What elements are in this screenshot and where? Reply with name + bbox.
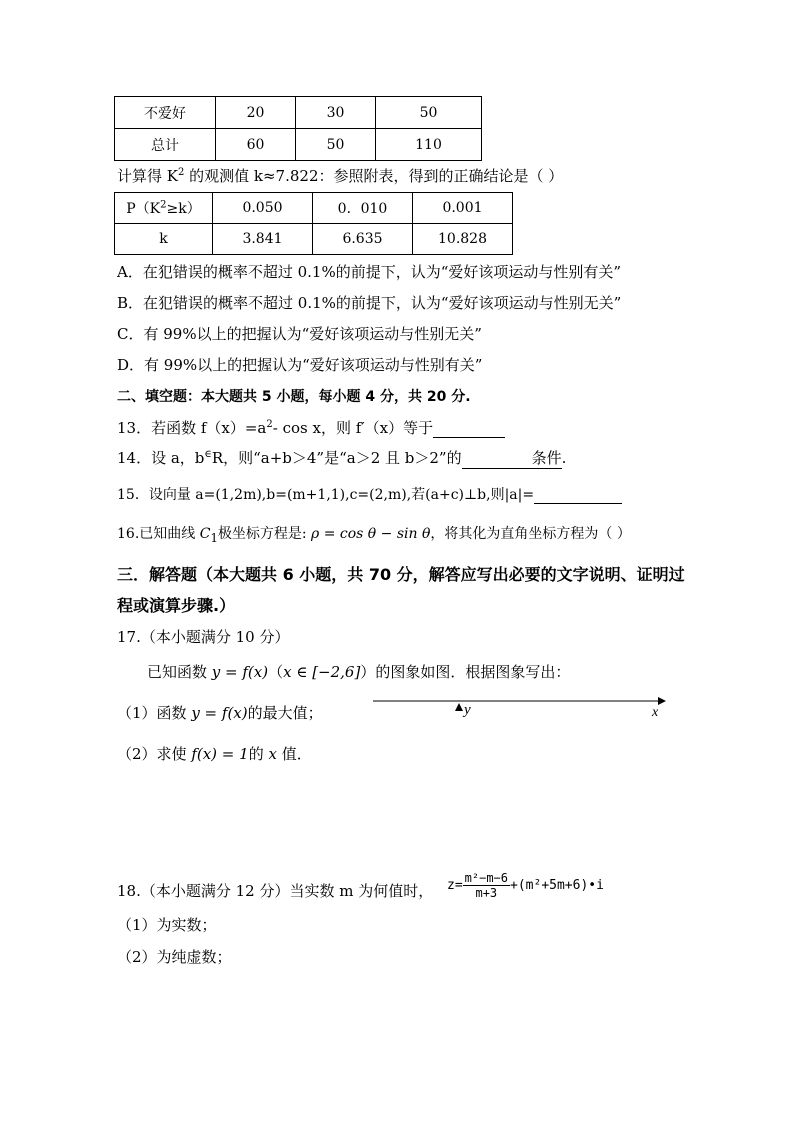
table-cell: 3.841 (213, 224, 313, 255)
option-b: B．在犯错误的概率不超过 0.1%的前提下，认为“爱好该项运动与性别无关” (117, 294, 622, 312)
section-2-title: 二、填空题：本大题共 5 小题，每小题 4 分，共 20 分. (117, 389, 471, 405)
answer-blank (433, 419, 505, 438)
question-14: 14．设 a，b∈R，则“a+b＞4”是“a＞2 且 b＞2”的 条件. (117, 449, 567, 467)
critical-value-table (114, 192, 513, 255)
table-cell: $P(K^2\ge k)$ (115, 193, 213, 224)
section-3-title: 三．解答题（本大题共 6 小题，共 70 分，解答应写出必要的文字说明、证明过 (117, 565, 685, 584)
question-15: 15．设向量 a=(1,2m),b=(m+1,1),c=(2,m),若(a+c)⊥b,则|a|= (117, 484, 622, 504)
table-cell: 110 (376, 129, 482, 161)
table-cell: 6.635 (313, 224, 413, 255)
y-axis-arrow-icon (455, 703, 463, 711)
question-16: 16.已知曲线 $C_1$极坐标方程是: ρ = cos θ − sin θ，将其化为直角坐标方程为（ ） (117, 526, 631, 545)
table-cell: 0.050 (213, 193, 313, 224)
table-cell: 50 (296, 129, 376, 161)
answer-blank (534, 487, 622, 504)
answer-blank: 条件 (462, 447, 562, 469)
contingency-table (114, 96, 482, 161)
option-d: D．有 99%以上的把握认为“爱好该项运动与性别有关” (117, 356, 483, 374)
table-row (115, 97, 482, 129)
question-18-formula: z= $\frac{\text{m²−m−6}}{m+3}$ +(m²+5m+6)•i (447, 871, 604, 900)
curve-symbol: C (199, 526, 211, 542)
table-cell: 0．010 (313, 193, 413, 224)
x-axis-label: x (652, 705, 659, 720)
k2-mid: 的观测值 k≈7.822：参照附表，得到的正确结论是（ ） (184, 167, 564, 185)
table-row (115, 193, 513, 224)
k2-pre: 计算得 K (117, 167, 178, 185)
table-cell: k (115, 224, 213, 255)
question-18-part-2: （2）为纯虚数； (117, 948, 232, 966)
function-graph (370, 694, 670, 724)
x-axis-arrow-icon (658, 697, 666, 705)
table-row (115, 129, 482, 161)
table-cell: 总计 (115, 129, 216, 161)
option-c: C．有 99%以上的把握认为“爱好该项运动与性别无关” (117, 325, 482, 343)
table-cell: 50 (376, 97, 482, 129)
question-13: 13．若函数 $f(x)=a^2-$ cos x，则 f′（x）等于 (117, 417, 505, 438)
fraction: $\frac{\text{m²−m−6}}{m+3}$ (464, 871, 509, 900)
question-17-intro: 已知函数 y = f(x)（x ∈ [−2,6]）的图象如图．根据图象写出： (147, 663, 571, 681)
table-cell: 0.001 (413, 193, 513, 224)
table-cell: 20 (216, 97, 296, 129)
option-a: A．在犯错误的概率不超过 0.1%的前提下，认为“爱好该项运动与性别有关” (117, 263, 622, 281)
question-18-part-1: （1）为实数； (117, 916, 217, 934)
question-18-header: 18.（本小题满分 12 分）当实数 m 为何值时， (117, 882, 434, 900)
question-17-header: 17.（本小题满分 10 分） (117, 628, 290, 646)
question-17-part-2: （2）求使 f(x) = 1的 x 值． (117, 745, 312, 763)
y-axis-label: y (464, 702, 471, 718)
k2-statement (117, 165, 563, 186)
k2-sup: 2 (177, 167, 185, 178)
table-cell: 60 (216, 129, 296, 161)
question-17-part-1: （1）函数 y = f(x)的最大值； (117, 704, 323, 722)
table-cell: 10.828 (413, 224, 513, 255)
polar-equation: ρ = cos θ − sin θ (311, 526, 431, 542)
section-3-title-cont: 程或演算步骤.） (117, 596, 236, 615)
table-cell: 不爱好 (115, 97, 216, 129)
table-row (115, 224, 513, 255)
table-cell: 30 (296, 97, 376, 129)
